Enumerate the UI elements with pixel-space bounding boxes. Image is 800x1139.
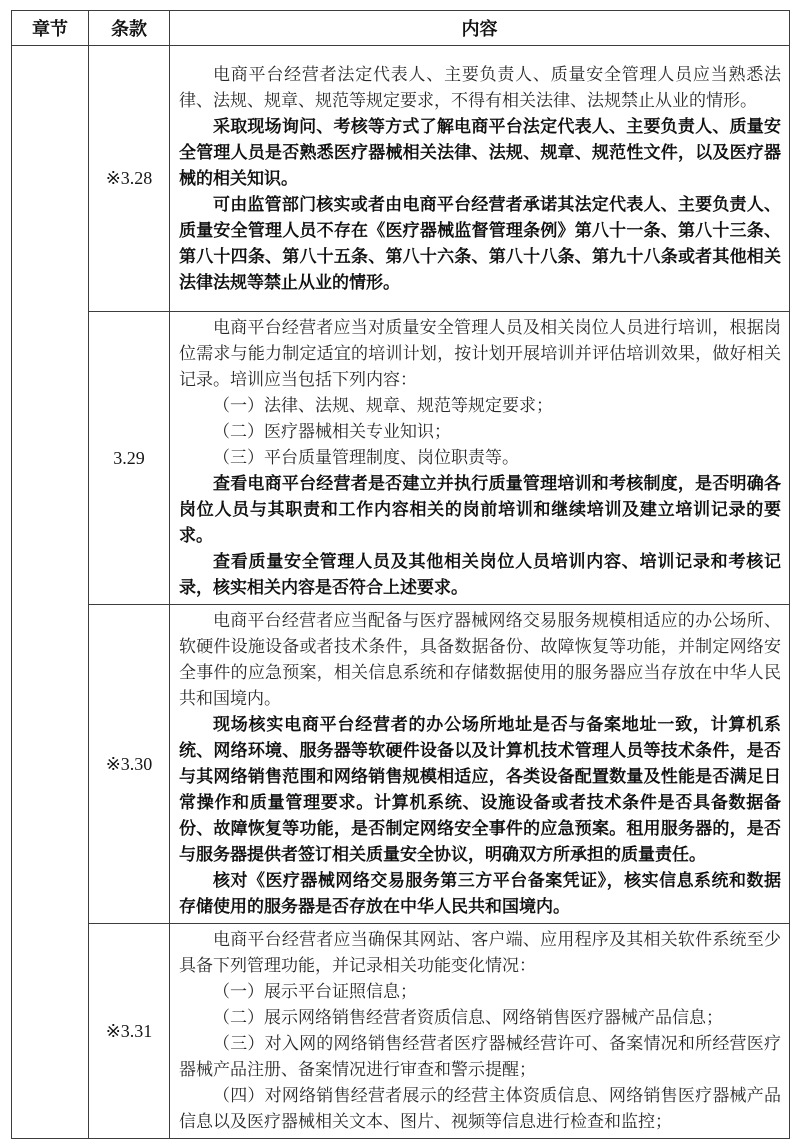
table-row bbox=[12, 605, 790, 924]
requirement-paragraph: （一）法律、法规、规章、规范等规定要求； bbox=[213, 396, 553, 415]
content-cell bbox=[170, 924, 790, 1139]
inspection-method-paragraph: 查看电商平台经营者是否建立并执行质量管理培训和考核制度，是否明确各岗位人员与其职责和工作内容相关的岗前培训和继续培训及建立培训记录的要求。 bbox=[179, 474, 781, 545]
table-row bbox=[12, 924, 790, 1139]
clause-cell: ※3.28 bbox=[89, 46, 170, 312]
requirement-paragraph: （四）对网络销售经营者展示的经营主体资质信息、网络销售医疗器械产品信息以及医疗器械相关文本、图片、视频等信息进行检查和监控； bbox=[179, 1086, 781, 1131]
requirement-paragraph: （一）展示平台证照信息； bbox=[213, 982, 417, 1001]
inspection-checklist-table bbox=[11, 10, 790, 1139]
table-row bbox=[12, 312, 790, 605]
inspection-method-paragraph: 可由监管部门核实或者由电商平台经营者承诺其法定代表人、主要负责人、质量安全管理人员不存在《医疗器械监督管理条例》第八十一条、第八十三条、第八十四条、第八十五条、第八十六条、第八十八条、第九十八条或者其他相关法律法规等禁止从业的情形。 bbox=[179, 194, 781, 292]
content-cell bbox=[170, 312, 790, 605]
requirement-paragraph: 电商平台经营者应当配备与医疗器械网络交易服务规模相适应的办公场所、软硬件设施设备或者技术条件，具备数据备份、故障恢复等功能，并制定网络安全事件的应急预案，相关信息系统和存储数据使用的服务器应当存放在中华人民共和国境内。 bbox=[179, 611, 781, 708]
inspection-method-paragraph: 现场核实电商平台经营者的办公场所地址是否与备案地址一致，计算机系统、网络环境、服务器等软硬件设备以及计算机技术管理人员等技术条件，是否与其网络销售范围和网络销售规模相适应，各类设备配置数量及性能是否满足日常操作和质量管理要求。计算机系统、设施设备或者技术条件是否具备数据备份、故障恢复等功能，是否制定网络安全事件的应急预案。租用服务器的，是否与服务器提供者签订相关质量安全协议，明确双方所承担的质量责任。 bbox=[179, 715, 781, 864]
content-cell bbox=[170, 605, 790, 924]
requirement-paragraph: 电商平台经营者法定代表人、主要负责人、质量安全管理人员应当熟悉法律、法规、规章、规范等规定要求，不得有相关法律、法规禁止从业的情形。 bbox=[179, 64, 781, 110]
requirement-paragraph: （二）医疗器械相关专业知识； bbox=[213, 422, 451, 441]
requirement-paragraph: （三）平台质量管理制度、岗位职责等。 bbox=[213, 448, 519, 467]
column-header-content: 内容 bbox=[170, 11, 790, 46]
requirement-paragraph: （三）对入网的网络销售经营者医疗器械经营许可、备案情况和所经营医疗器械产品注册、备案情况进行审查和警示提醒； bbox=[179, 1034, 781, 1079]
inspection-method-paragraph: 采取现场询问、考核等方式了解电商平台法定代表人、主要负责人、质量安全管理人员是否熟悉医疗器械相关法律、法规、规章、规范性文件，以及医疗器械的相关知识。 bbox=[179, 116, 781, 188]
requirement-paragraph: 电商平台经营者应当对质量安全管理人员及相关岗位人员进行培训，根据岗位需求与能力制定适宜的培训计划，按计划开展培训并评估培训效果，做好相关记录。培训应当包括下列内容： bbox=[179, 318, 781, 389]
column-header-clause: 条款 bbox=[89, 11, 170, 46]
chapter-cell bbox=[12, 46, 89, 1139]
table-row bbox=[12, 46, 790, 312]
inspection-method-paragraph: 核对《医疗器械网络交易服务第三方平台备案凭证》，核实信息系统和数据存储使用的服务器是否存放在中华人民共和国境内。 bbox=[179, 871, 781, 916]
requirement-paragraph: 电商平台经营者应当确保其网站、客户端、应用程序及其相关软件系统至少具备下列管理功能，并记录相关功能变化情况： bbox=[179, 930, 781, 975]
clause-cell: ※3.30 bbox=[89, 605, 170, 924]
content-cell bbox=[170, 46, 790, 312]
table-header-row bbox=[12, 11, 790, 46]
column-header-chapter: 章节 bbox=[12, 11, 89, 46]
clause-cell: ※3.31 bbox=[89, 924, 170, 1139]
requirement-paragraph: （二）展示网络销售经营者资质信息、网络销售医疗器械产品信息； bbox=[213, 1008, 723, 1027]
inspection-method-paragraph: 查看质量安全管理人员及其他相关岗位人员培训内容、培训记录和考核记录，核实相关内容是否符合上述要求。 bbox=[179, 552, 781, 597]
clause-cell: 3.29 bbox=[89, 312, 170, 605]
